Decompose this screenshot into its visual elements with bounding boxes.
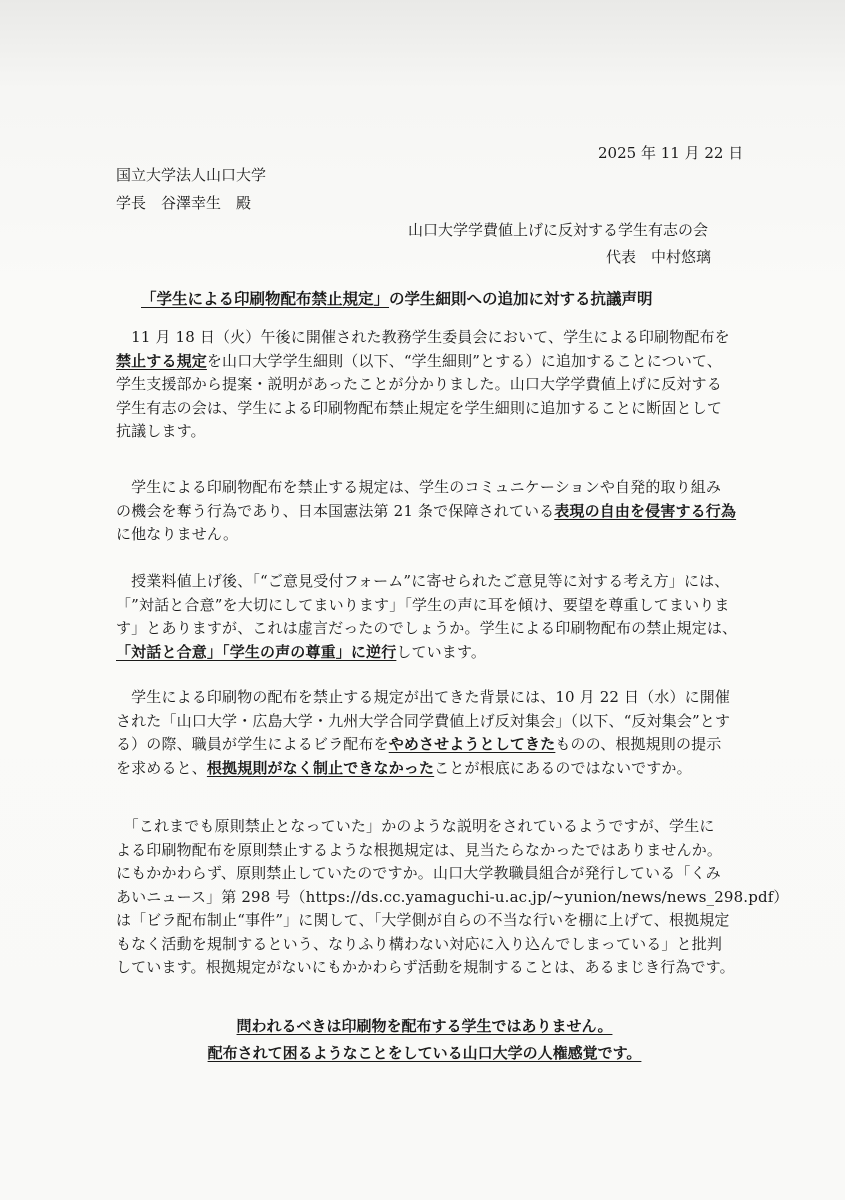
paragraph-line: にもかかわらず、原則禁止していたのですか。山口大学教職員組合が発行している「くみ bbox=[116, 864, 721, 882]
paragraph-line bbox=[116, 733, 736, 757]
line-text: ものの、根拠規則の提示 bbox=[555, 735, 722, 753]
paragraph-line bbox=[116, 350, 736, 374]
closing-line-2 bbox=[0, 1041, 845, 1065]
recipient-person: 学長 谷澤幸生 殿 bbox=[116, 194, 252, 212]
paragraph-4 bbox=[116, 686, 736, 780]
closing-text: 配布されて困るようなことをしている山口大学の人権感覚です。 bbox=[207, 1044, 642, 1062]
paragraph-line: 学生支援部から提案・説明があったことが分かりました。山口大学学費値上げに反対する bbox=[116, 375, 722, 393]
paragraph-line: す」とありますが、これは虚言だったのでしょうか。学生による印刷物配布の禁止規定は、 bbox=[116, 619, 738, 637]
paragraph-line: 抗議します。 bbox=[116, 422, 206, 440]
closing-text: 問われるべきは印刷物を配布する学生ではありません。 bbox=[236, 1017, 613, 1035]
paragraph-2 bbox=[116, 476, 736, 547]
sender-representative: 代表 中村悠璃 bbox=[606, 248, 712, 266]
line-text: の機会を奪う行為であり、日本国憲法第 21 条で保障されている bbox=[116, 501, 555, 520]
paragraph-line: よる印刷物配布を原則禁止するような根拠規定は、見当たらなかったではありませんか。 bbox=[116, 840, 723, 859]
paragraph-line: 学生による印刷物配布を禁止する規定は、学生のコミュニケーションや自発的取り組み bbox=[116, 478, 722, 496]
emphasis: 禁止する規定 bbox=[116, 351, 207, 370]
paragraph-5 bbox=[116, 815, 789, 980]
title-underlined: 「学生による印刷物配布禁止規定」 bbox=[141, 290, 390, 308]
paragraph-3 bbox=[116, 570, 736, 664]
paragraph-line: 学生有志の会は、学生による印刷物配布禁止規定を学生細則に追加することに断固として bbox=[116, 398, 723, 417]
line-text: ことが根底にあるのではないですか。 bbox=[434, 758, 692, 777]
paragraph-line: 「”対話と合意”を大切にしてまいります」「学生の声に耳を傾け、要望を尊重してまいりま bbox=[116, 595, 730, 614]
paragraph-line: しています。根拠規定がないにもかかわらず活動を規制することは、あるまじき行為です。 bbox=[116, 958, 735, 976]
closing-line-1 bbox=[0, 1014, 845, 1038]
emphasis: 「対話と合意」「学生の声の尊重」に逆行 bbox=[116, 642, 397, 661]
paragraph-line: 「これまでも原則禁止となっていた」かのような説明をされているようですが、学生に bbox=[116, 817, 715, 835]
paragraph-line: あいニュース」第 298 号（https://ds.cc.yamaguchi-u.ac.jp/~yunion/news/news_298.pdf） bbox=[116, 887, 789, 906]
document-title bbox=[141, 287, 653, 311]
paragraph-1 bbox=[116, 326, 736, 444]
paragraph-line bbox=[116, 757, 736, 781]
line-text: る）の際、職員が学生によるビラ配布を bbox=[116, 735, 389, 753]
paragraph-line bbox=[116, 500, 736, 524]
paragraph-line: 学生による印刷物の配布を禁止する規定が出てきた背景には、10 月 22 日（水）に開催 bbox=[116, 688, 731, 706]
paragraph-line bbox=[116, 641, 736, 665]
paragraph-line: に他なりません。 bbox=[116, 525, 239, 543]
line-text: しています。 bbox=[396, 642, 487, 661]
emphasis: やめさせようとしてきた bbox=[388, 735, 556, 753]
emphasis: 表現の自由を侵害する行為 bbox=[554, 501, 737, 520]
title-rest: の学生細則への追加に対する抗議声明 bbox=[389, 290, 653, 308]
paragraph-line: もなく活動を規制するという、なりふり構わない対応に入り込んでしまっている」と批判 bbox=[116, 934, 723, 953]
paragraph-line: された「山口大学・広島大学・九州大学合同学費値上げ反対集会」（以下、“反対集会”とす bbox=[116, 711, 731, 730]
paragraph-line: 授業料値上げ後、「“ご意見受付フォーム”に寄せられたご意見等に対する考え方」には、 bbox=[116, 572, 730, 590]
line-text: を求めると、 bbox=[116, 758, 207, 777]
sender-organization: 山口大学学費値上げに反対する学生有志の会 bbox=[408, 221, 709, 239]
date: 2025 年 11 月 22 日 bbox=[598, 144, 744, 162]
line-text: を山口大学学生細則（以下、“学生細則”とする）に追加することについて、 bbox=[206, 351, 722, 370]
recipient-organization: 国立大学法人山口大学 bbox=[116, 166, 267, 184]
paragraph-line: 11 月 18 日（火）午後に開催された教務学生委員会において、学生による印刷物配布を bbox=[116, 328, 730, 346]
paragraph-line: は「ビラ配布制止“事件”」に関して、「大学側が自らの不当な行いを棚に上げて、根拠規定 bbox=[116, 911, 730, 929]
emphasis: 根拠規則がなく制止できなかった bbox=[206, 758, 435, 777]
